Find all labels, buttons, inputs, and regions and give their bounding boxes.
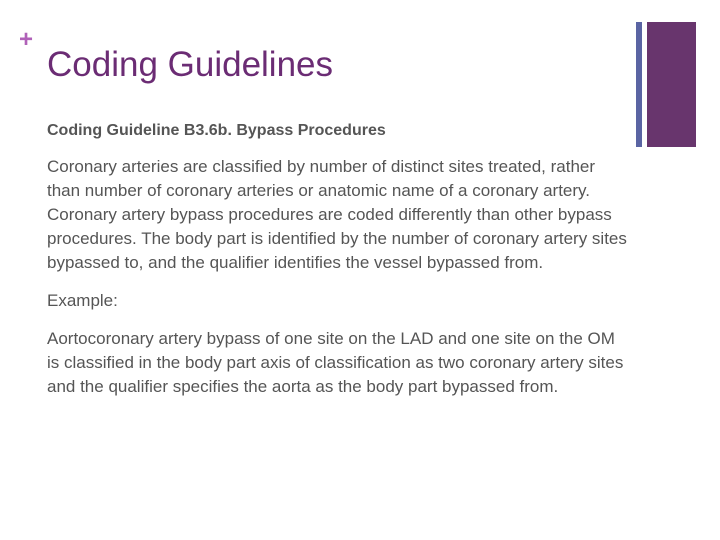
plus-mark: + xyxy=(19,26,34,53)
paragraph-example: Aortocoronary artery bypass of one site on the LAD and one site on the OM is classified in the body part axis of classification as two coronary artery sites and the qualifier specifies the aorta as the body part bypassed from. xyxy=(47,329,624,396)
accent-bar-thin xyxy=(636,22,642,147)
paragraph-classification: Coronary arteries are classified by number of distinct sites treated, rather than number of coronary arteries or anatomic name of a coronary artery. Coronary artery bypass procedures are coded differently than other bypass procedures. The body part is identified by the number of coronary artery sites bypassed to, and the qualifier identifies the vessel bypassed from. xyxy=(47,157,627,272)
slide-content xyxy=(47,120,627,413)
paragraph-example-label: Example: xyxy=(47,291,118,310)
subheading: Coding Guideline B3.6b. Bypass Procedures xyxy=(47,122,386,139)
accent-bar-thick xyxy=(647,22,696,147)
slide-title: Coding Guidelines xyxy=(47,45,334,84)
